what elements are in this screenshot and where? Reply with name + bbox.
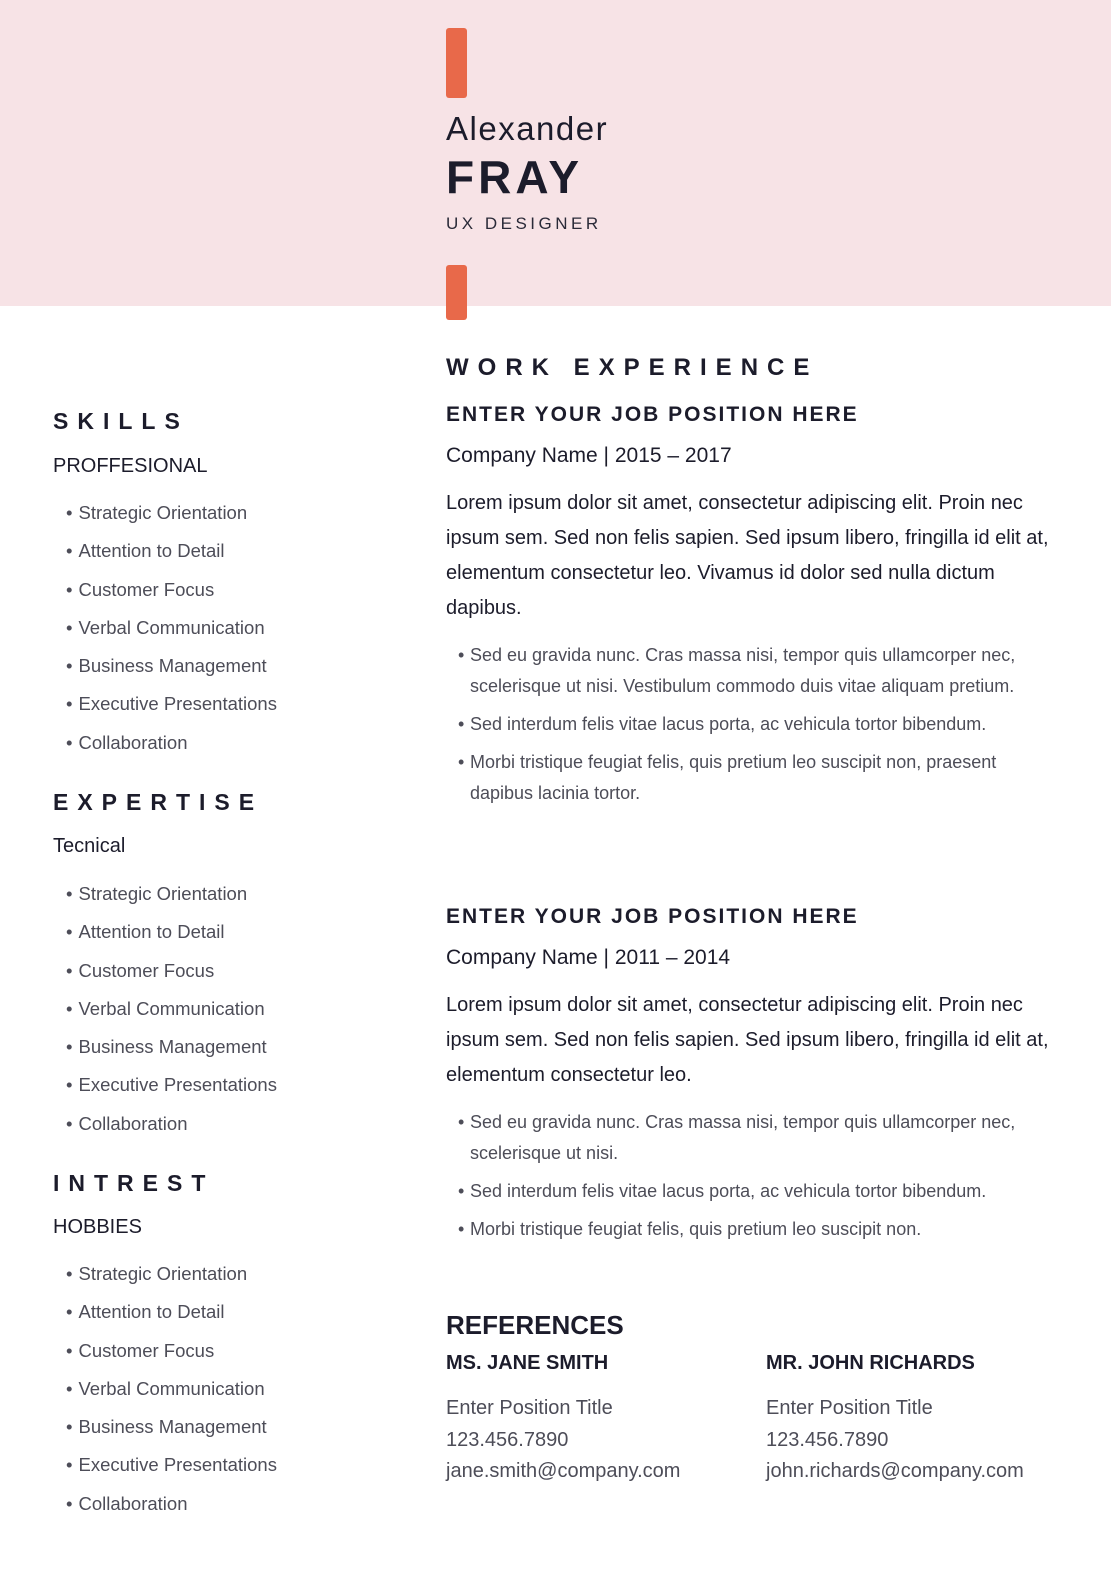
reference-email: jane.smith@company.com bbox=[446, 1460, 681, 1482]
skills-list bbox=[66, 494, 277, 762]
expertise-subheading: Tecnical bbox=[53, 835, 126, 857]
skills-heading: SKILLS bbox=[53, 408, 189, 434]
list-item: • Collaboration bbox=[66, 1485, 277, 1523]
list-item: • Customer Focus bbox=[66, 1332, 277, 1370]
job-description: Lorem ipsum dolor sit amet, consectetur adipiscing elit. Proin nec ipsum sem. Sed non felis sapien. Sed ipsum libero, fringilla id elit at, elementum consectetur leo. bbox=[446, 994, 1049, 1086]
list-item: • Attention to Detail bbox=[66, 532, 277, 570]
reference-position: Enter Position Title bbox=[766, 1397, 933, 1419]
list-item: • Morbi tristique feugiat felis, quis pretium leo suscipit non. bbox=[458, 1214, 1058, 1245]
job-position-title: ENTER YOUR JOB POSITION HERE bbox=[446, 403, 859, 426]
work-experience-heading: WORK EXPERIENCE bbox=[446, 354, 819, 381]
list-item: • Verbal Communication bbox=[66, 609, 277, 647]
reference-name: MR. JOHN RICHARDS bbox=[766, 1352, 975, 1374]
list-item: • Customer Focus bbox=[66, 952, 277, 990]
list-item: • Strategic Orientation bbox=[66, 494, 277, 532]
company-dates: Company Name | 2011 – 2014 bbox=[446, 946, 731, 969]
list-item: • Strategic Orientation bbox=[66, 1255, 277, 1293]
company-dates: Company Name | 2015 – 2017 bbox=[446, 444, 732, 467]
reference-position: Enter Position Title bbox=[446, 1397, 613, 1419]
job-position-title: ENTER YOUR JOB POSITION HERE bbox=[446, 905, 859, 928]
expertise-list bbox=[66, 875, 277, 1143]
reference-email: john.richards@company.com bbox=[766, 1460, 1024, 1482]
expertise-heading: EXPERTISE bbox=[53, 789, 264, 815]
interest-subheading: HOBBIES bbox=[53, 1216, 142, 1238]
list-item: • Sed eu gravida nunc. Cras massa nisi, tempor quis ullamcorper nec, scelerisque ut nisi. Vestibulum commodo duis vitae aliquam pretium. bbox=[458, 640, 1058, 702]
job-bullets bbox=[458, 640, 1058, 816]
list-item: • Executive Presentations bbox=[66, 1066, 277, 1104]
list-item: • Business Management bbox=[66, 1408, 277, 1446]
accent-bar-top bbox=[446, 28, 467, 98]
list-item: • Verbal Communication bbox=[66, 1370, 277, 1408]
list-item: • Strategic Orientation bbox=[66, 875, 277, 913]
list-item: • Sed eu gravida nunc. Cras massa nisi, tempor quis ullamcorper nec, scelerisque ut nisi. bbox=[458, 1107, 1058, 1169]
list-item: • Attention to Detail bbox=[66, 913, 277, 951]
list-item: • Executive Presentations bbox=[66, 685, 277, 723]
list-item: • Attention to Detail bbox=[66, 1293, 277, 1331]
skills-subheading: PROFFESIONAL bbox=[53, 455, 208, 477]
list-item: • Verbal Communication bbox=[66, 990, 277, 1028]
list-item: • Collaboration bbox=[66, 1105, 277, 1143]
references-heading: REFERENCES bbox=[446, 1310, 624, 1340]
interest-heading: INTREST bbox=[53, 1170, 215, 1196]
list-item: • Sed interdum felis vitae lacus porta, ac vehicula tortor bibendum. bbox=[458, 709, 1058, 740]
list-item: • Business Management bbox=[66, 647, 277, 685]
reference-name: MS. JANE SMITH bbox=[446, 1352, 609, 1374]
list-item: • Collaboration bbox=[66, 724, 277, 762]
list-item: • Customer Focus bbox=[66, 571, 277, 609]
list-item: • Morbi tristique feugiat felis, quis pretium leo suscipit non, praesent dapibus lacinia tortor. bbox=[458, 747, 1058, 809]
reference-phone: 123.456.7890 bbox=[446, 1428, 569, 1451]
first-name: Alexander bbox=[446, 110, 609, 147]
last-name: FRAY bbox=[446, 151, 583, 203]
reference-phone: 123.456.7890 bbox=[766, 1428, 889, 1451]
reference-card bbox=[766, 1352, 1024, 1488]
reference-card bbox=[446, 1352, 680, 1488]
job-title: UX DESIGNER bbox=[446, 214, 602, 233]
list-item: • Business Management bbox=[66, 1028, 277, 1066]
job-description: Lorem ipsum dolor sit amet, consectetur adipiscing elit. Proin nec ipsum sem. Sed non felis sapien. Sed ipsum libero, fringilla id elit at, elementum consectetur leo. Vivamus id dolor sed nulla dictum dapibus. bbox=[446, 492, 1049, 619]
list-item: • Sed interdum felis vitae lacus porta, ac vehicula tortor bibendum. bbox=[458, 1176, 1058, 1207]
accent-bar-bottom bbox=[446, 265, 467, 320]
interest-list bbox=[66, 1255, 277, 1523]
job-bullets bbox=[458, 1107, 1058, 1252]
list-item: • Executive Presentations bbox=[66, 1446, 277, 1484]
